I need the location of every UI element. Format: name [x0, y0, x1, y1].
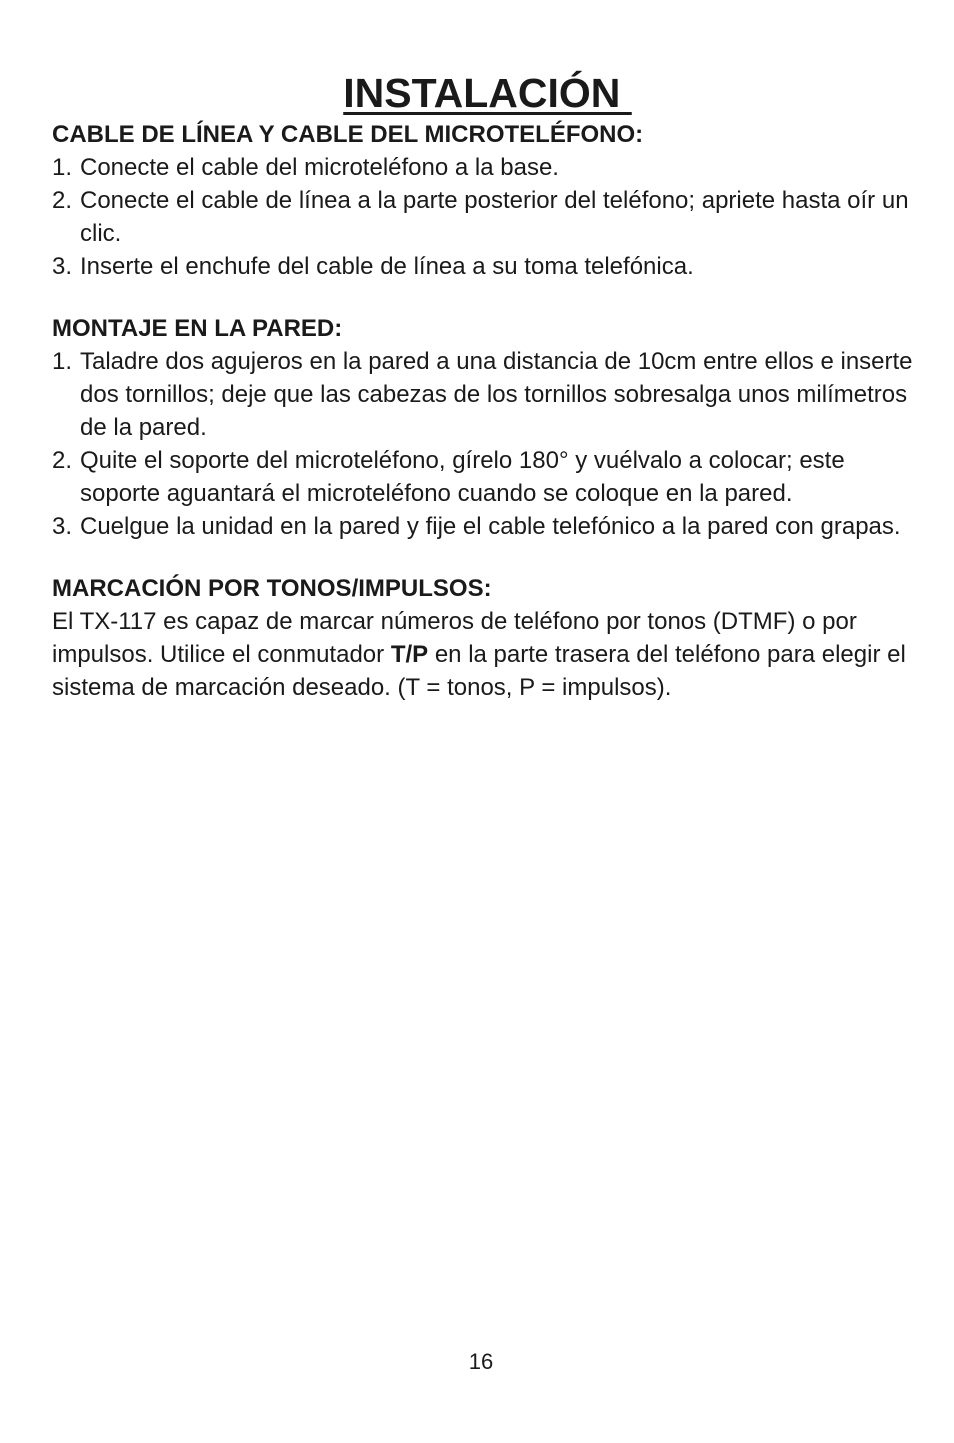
list-item [52, 444, 922, 510]
section-wall-mounting [52, 312, 922, 543]
dialing-paragraph [52, 605, 922, 704]
step-text: Conecte el cable del microteléfono a la base. [80, 154, 559, 181]
list-item [52, 151, 922, 184]
step-number: 2. [52, 187, 73, 214]
step-text: Inserte el enchufe del cable de línea a su toma telefónica. [80, 253, 694, 280]
section-heading: MARCACIÓN POR TONOS/IMPULSOS: [52, 575, 492, 602]
step-list [52, 151, 922, 283]
step-number: 3. [52, 253, 73, 280]
page-title: INSTALACIÓN [343, 70, 632, 117]
step-number: 1. [52, 154, 73, 181]
step-number: 2. [52, 447, 73, 474]
section-heading: CABLE DE LÍNEA Y CABLE DEL MICROTELÉFONO: [52, 121, 644, 148]
step-text: Taladre dos agujeros en la pared a una distancia de 10cm entre ellos e inserte dos tornillos; deje que las cabezas de los tornillos sobresalga unos milímetros de la pared. [80, 348, 913, 441]
list-item [52, 250, 922, 283]
paragraph-text-after: en la parte trasera del teléfono para elegir el sistema de marcación deseado. (T = tonos, P = impulsos). [52, 641, 906, 701]
section-heading: MONTAJE EN LA PARED: [52, 315, 343, 342]
step-number: 1. [52, 348, 73, 375]
page-number: 16 [468, 1349, 494, 1374]
list-item [52, 510, 922, 543]
step-text: Conecte el cable de línea a la parte posterior del teléfono; apriete hasta oír un clic. [80, 187, 909, 247]
list-item [52, 184, 922, 250]
section-tone-pulse-dialing [52, 572, 922, 704]
page-content [52, 118, 922, 733]
step-text: Quite el soporte del microteléfono, gírelo 180° y vuélvalo a colocar; este soporte aguantará el microteléfono cuando se coloque en la pared. [80, 447, 845, 507]
step-list [52, 345, 922, 543]
tp-switch-label: T/P [390, 641, 429, 668]
step-text: Cuelgue la unidad en la pared y fije el cable telefónico a la pared con grapas. [80, 513, 901, 540]
step-number: 3. [52, 513, 73, 540]
paragraph-text-before: El TX-117 es capaz de marcar números de teléfono por tonos (DTMF) o por impulsos. Utilice el conmutador [52, 608, 857, 668]
list-item [52, 345, 922, 444]
section-line-and-handset-cable [52, 118, 922, 283]
